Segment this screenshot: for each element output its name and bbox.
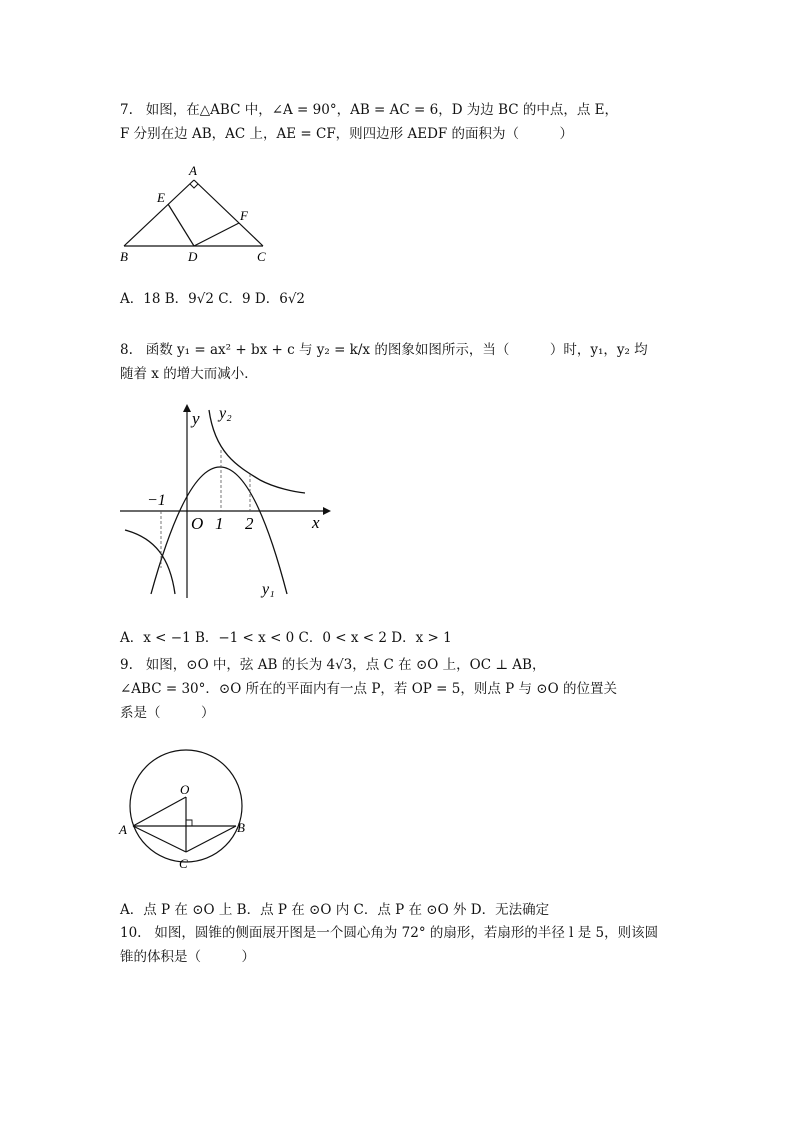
q7-triangle-figure xyxy=(112,162,282,268)
question-7 xyxy=(120,98,680,146)
segment-OA xyxy=(133,797,186,826)
label-origin: O xyxy=(191,514,204,533)
q8-options: A．x < −1 B．−1 < x < 0 C．0 < x < 2 D．x > 1 xyxy=(120,630,452,646)
q8-text-line1: 8. 函数 y₁ = ax² + bx + c 与 y₂ = k/x 的图象如图所示，当（ ）时，y₁，y₂ 均 xyxy=(120,342,648,358)
label-C: C xyxy=(179,856,188,871)
label-two: 2 xyxy=(245,514,254,533)
segment-DF xyxy=(194,223,239,246)
hyperbola-y2-branch1 xyxy=(209,410,305,493)
label-y2: y₂ xyxy=(219,405,232,422)
q7-text-line1: 7. 如图，在△ABC 中，∠A = 90°，AB = AC = 6，D 为边 BC 的中点，点 E， xyxy=(120,102,619,118)
label-C: C xyxy=(257,249,266,264)
label-A: A xyxy=(189,163,197,178)
segment-BC xyxy=(186,826,236,852)
q8-function-graph xyxy=(115,398,335,604)
label-A: A xyxy=(119,822,127,837)
label-O: O xyxy=(180,782,190,797)
x-axis-arrow xyxy=(323,507,331,515)
label-x: x xyxy=(312,513,320,532)
label-B: B xyxy=(120,249,128,264)
label-y1: y₁ xyxy=(262,581,275,598)
q7-text-line2: F 分别在边 AB，AC 上，AE = CF，则四边形 AEDF 的面积为（ ） xyxy=(120,126,574,142)
q10-text-line1: 10. 如图，圆锥的侧面展开图是一个圆心角为 72° 的扇形，若扇形的半径 l 是 5，则该圆 xyxy=(120,925,659,941)
right-angle-mark xyxy=(186,820,192,826)
label-neg-one: −1 xyxy=(147,492,166,509)
side-AC xyxy=(194,180,263,246)
label-one: 1 xyxy=(215,514,224,533)
q7-options: A．18 B．9√2 C．9 D．6√2 xyxy=(120,291,306,307)
q9-text-line1: 9. 如图，⊙O 中，弦 AB 的长为 4√3，点 C 在 ⊙O 上，OC ⊥ AB， xyxy=(120,657,546,673)
label-D: D xyxy=(188,249,198,264)
q9-text-line2: ∠ABC = 30°．⊙O 所在的平面内有一点 P，若 OP = 5，则点 P 与 ⊙O 的位置关 xyxy=(120,681,617,697)
label-y: y xyxy=(192,409,200,428)
question-10 xyxy=(120,921,680,969)
segment-ED xyxy=(168,204,194,246)
label-F: F xyxy=(240,208,248,223)
y-axis-arrow xyxy=(183,404,191,412)
right-angle-mark-A xyxy=(190,184,198,188)
q9-text-line3: 系是（ ） xyxy=(120,705,215,721)
question-9 xyxy=(120,653,680,725)
question-8 xyxy=(120,338,680,386)
q9-circle-figure xyxy=(116,742,256,874)
q10-text-line2: 锥的体积是（ ） xyxy=(120,949,255,965)
q9-options: A．点 P 在 ⊙O 上 B．点 P 在 ⊙O 内 C．点 P 在 ⊙O 外 D．无法确定 xyxy=(120,902,550,918)
q8-text-line2: 随着 x 的增大而减小． xyxy=(120,366,258,382)
label-B: B xyxy=(237,820,245,835)
label-E: E xyxy=(157,190,165,205)
